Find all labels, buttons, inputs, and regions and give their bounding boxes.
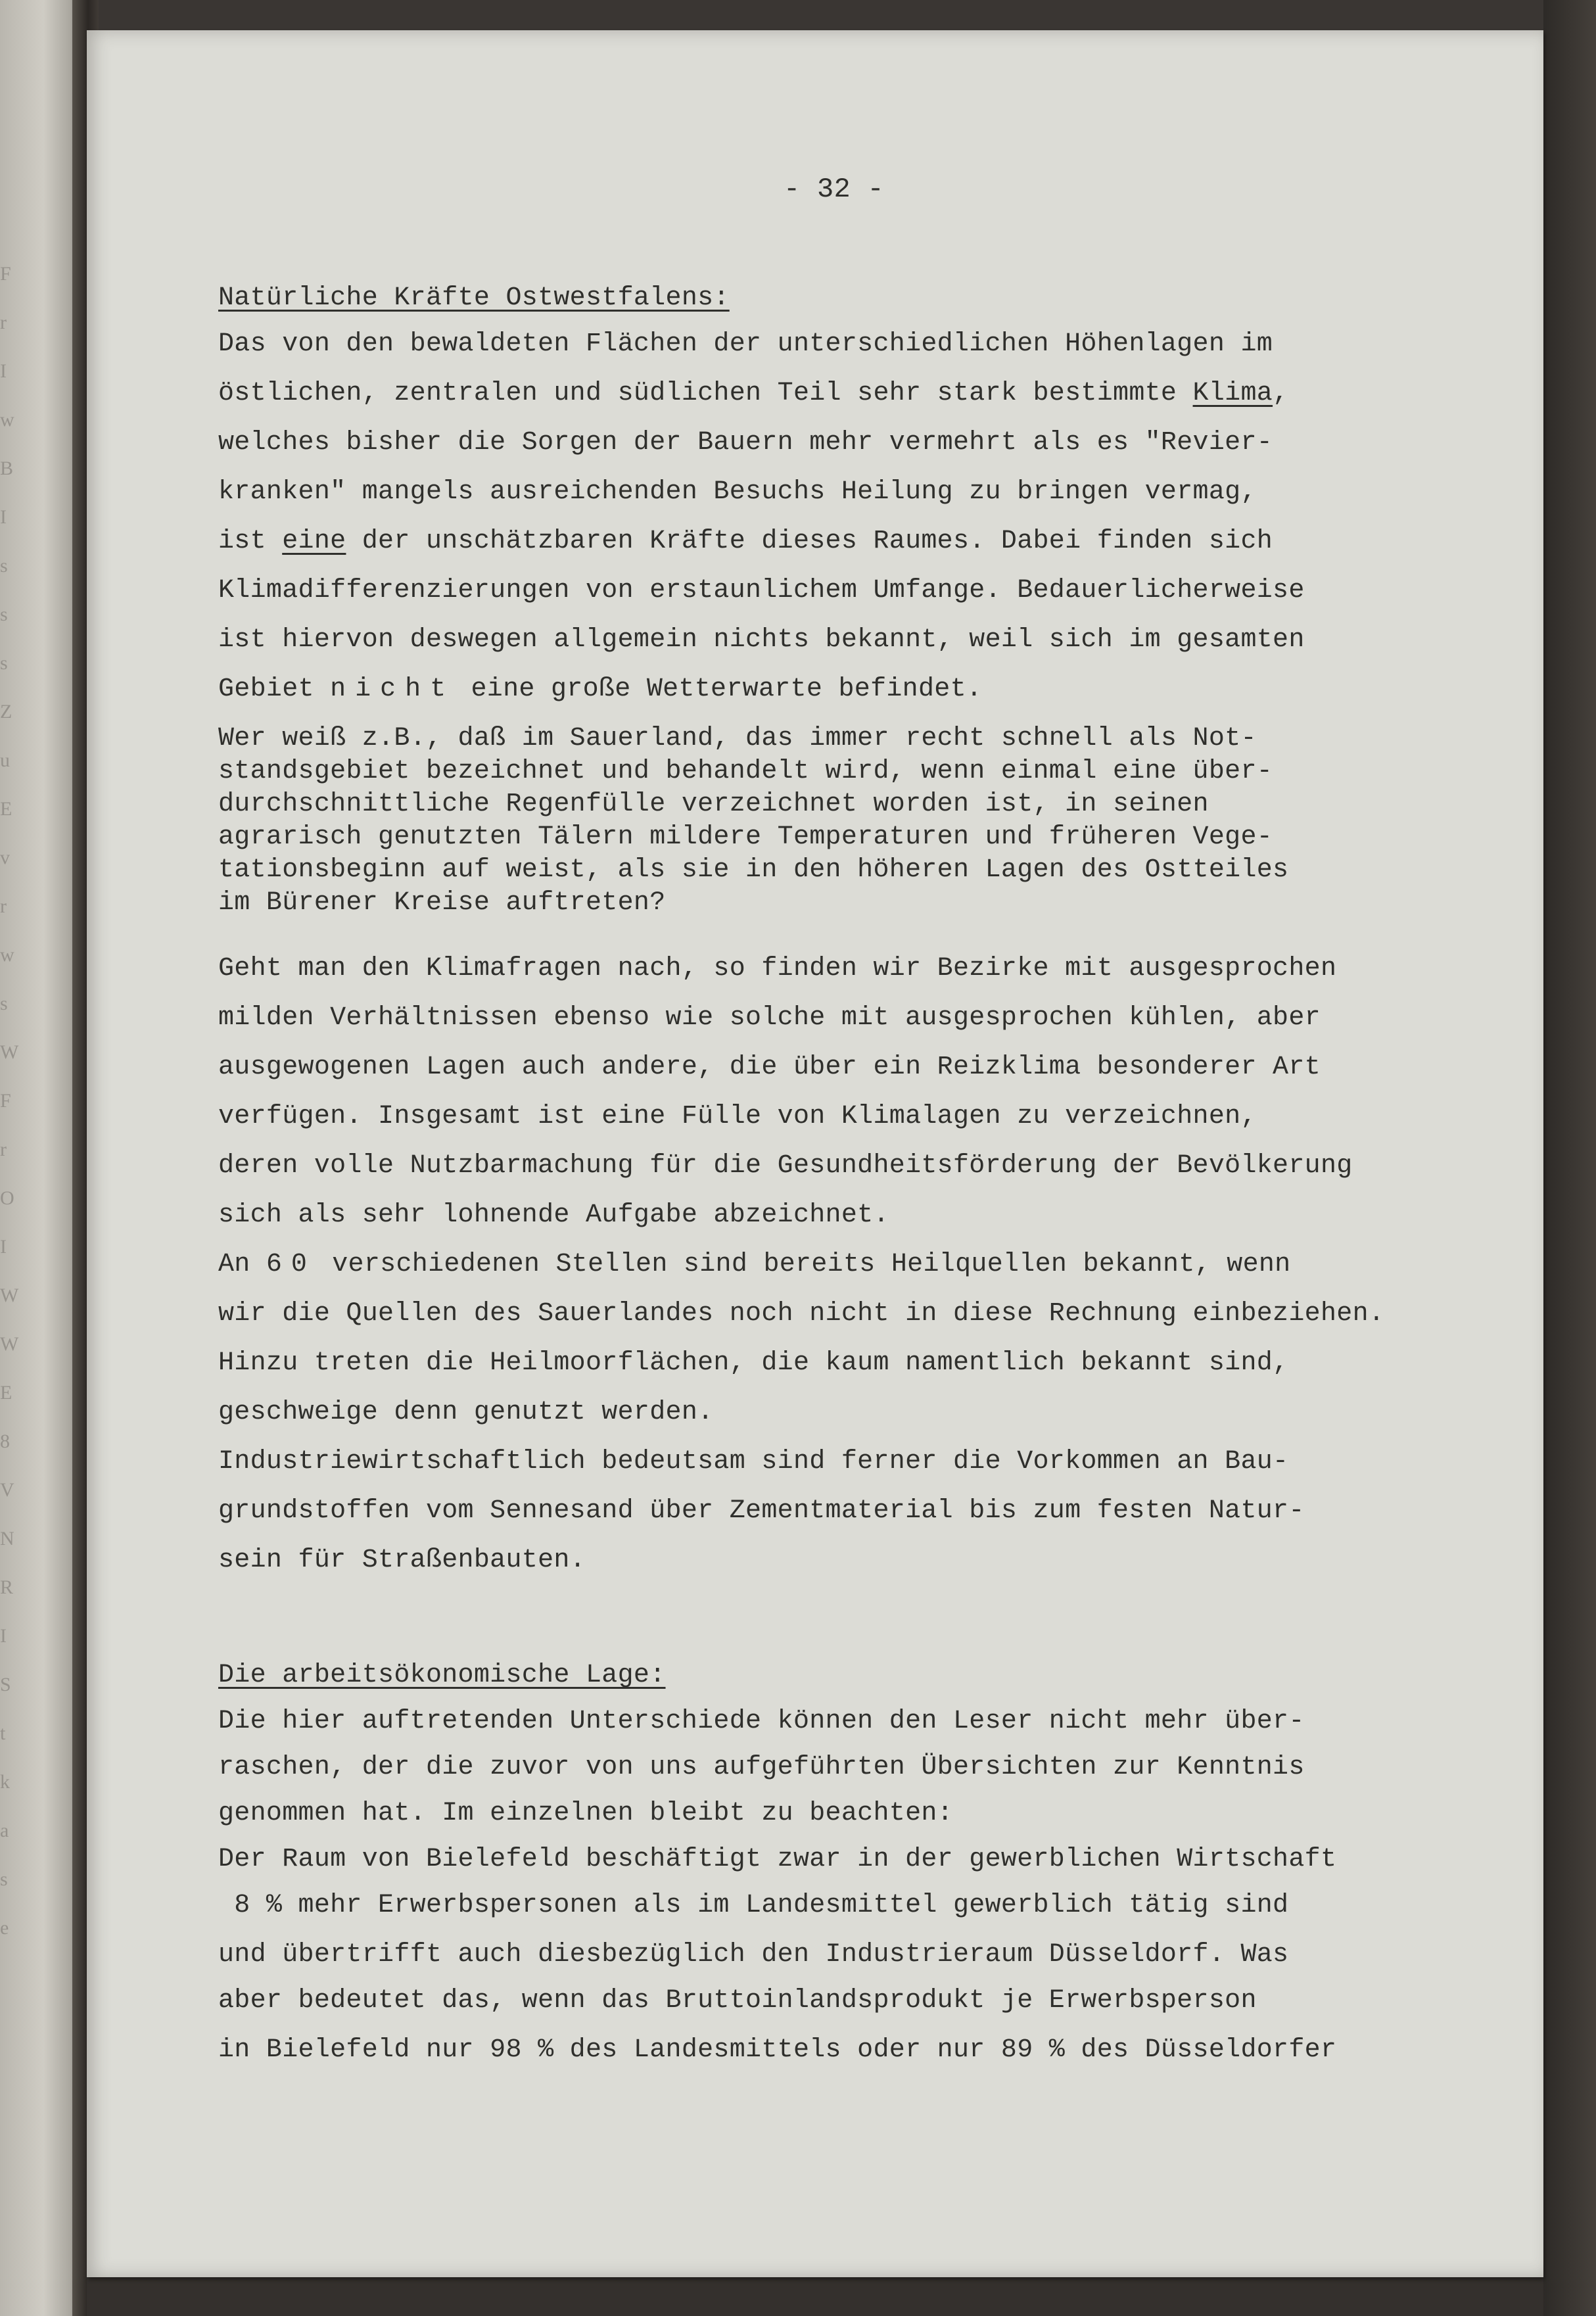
facing-page-letter: I [0,360,7,382]
facing-page-letter: w [0,944,14,966]
facing-page-letter: N [0,1528,14,1549]
text-line: in Bielefeld nur 98 % des Landesmittels oder nur 89 % des Düsseldorfer [218,2035,1337,2065]
facing-page-letter: w [0,409,14,431]
text-line: genommen hat. Im einzelnen bleibt zu beachten: [218,1799,953,1828]
text-line: ausgewogenen Lagen auch andere, die über ein Reizklima besonderer Art [218,1052,1321,1082]
spaced-word-nicht: nicht [330,674,456,704]
page-content [218,30,1507,2065]
background-right [1543,0,1596,2316]
facing-page-letter: k [0,1771,10,1793]
facing-page-letter: r [0,1139,7,1160]
text-line: Industriewirtschaftlich bedeutsam sind ferner die Vorkommen an Bau- [218,1447,1289,1477]
text-line: Gebiet nicht eine große Wetterwarte befindet. [218,674,983,704]
text-line: raschen, der die zuvor von uns aufgeführten Übersichten zur Kenntnis [218,1753,1305,1782]
text-line: wir die Quellen des Sauerlandes noch nicht in diese Rechnung einbeziehen. [218,1299,1385,1329]
facing-page-letter: v [0,847,10,868]
facing-page-letter: W [0,1285,19,1306]
facing-page-letter: r [0,895,7,917]
facing-page-letter: R [0,1576,14,1598]
text-line: ist hiervon deswegen allgemein nichts bekannt, weil sich im gesamten [218,625,1305,655]
text-line: Der Raum von Bielefeld beschäftigt zwar in der gewerblichen Wirtschaft [218,1845,1337,1874]
facing-page-edge [0,0,79,2316]
section-heading-labour-economics: Die arbeitsökonomische Lage: [218,1661,666,1690]
facing-page-letter: B [0,458,14,479]
underlined-word-klima: Klima [1192,379,1273,408]
facing-page-letter: E [0,1382,12,1404]
facing-page-letter: a [0,1820,9,1841]
text-line: Klimadifferenzierungen von erstaunlichem Umfange. Bedauerlicherweise [218,576,1305,605]
text-line: grundstoffen vom Sennesand über Zementmaterial bis zum festen Natur- [218,1496,1305,1526]
page-number: - 32 - [784,174,885,205]
facing-page-letter: 8 [0,1430,10,1452]
facing-page-letter: O [0,1187,14,1209]
background-bottom [87,2277,1543,2316]
text-line: An 60 verschiedenen Stellen sind bereits Heilquellen bekannt, wenn [218,1250,1291,1279]
facing-page-letter: I [0,506,7,528]
section-heading-natural-forces: Natürliche Kräfte Ostwestfalens: [218,283,730,313]
facing-page-letter: s [0,603,8,625]
text-line: agrarisch genutzten Tälern mildere Temperaturen und früheren Vege- [218,822,1273,852]
facing-page-letter: S [0,1674,11,1695]
text-line: sich als sehr lohnende Aufgabe abzeichnet. [218,1200,889,1230]
text-line: Wer weiß z.B., daß im Sauerland, das immer recht schnell als Not- [218,724,1257,753]
text-line: östlichen, zentralen und südlichen Teil sehr stark bestimmte Klima, [218,379,1289,408]
facing-page-letter: W [0,1333,19,1355]
facing-page-letter: E [0,798,12,820]
text-line: milden Verhältnissen ebenso wie solche mit ausgesprochen kühlen, aber [218,1003,1321,1033]
text-line: Das von den bewaldeten Flächen der unterschiedlichen Höhenlagen im [218,329,1273,359]
text-line: verfügen. Insgesamt ist eine Fülle von Klimalagen zu verzeichnen, [218,1102,1257,1131]
facing-page-letter: t [0,1722,6,1744]
facing-page-letter: F [0,1090,11,1112]
facing-page-letter: s [0,993,8,1014]
document-page [87,30,1543,2277]
facing-page-letter: r [0,312,7,333]
text-line: welches bisher die Sorgen der Bauern mehr vermehrt als es "Revier- [218,428,1273,458]
text-line: Geht man den Klimafragen nach, so finden wir Bezirke mit ausgesprochen [218,954,1337,983]
facing-page-letter: I [0,1236,7,1258]
facing-page-letter: e [0,1917,9,1939]
text-line: durchschnittliche Regenfülle verzeichnet worden ist, in seinen [218,790,1209,819]
text-line: aber bedeutet das, wenn das Bruttoinlandsprodukt je Erwerbsperson [218,1986,1257,2016]
text-line: deren volle Nutzbarmachung für die Gesundheitsförderung der Bevölkerung [218,1151,1353,1181]
text-line: geschweige denn genutzt werden. [218,1398,714,1427]
facing-page-letters [0,250,26,1952]
facing-page-letter: I [0,1625,7,1647]
facing-page-letter: s [0,555,8,577]
facing-page-letter: Z [0,701,12,722]
text-line: 8 % mehr Erwerbspersonen als im Landesmittel gewerblich tätig sind [218,1891,1289,1920]
underlined-word-eine: eine [282,527,346,556]
text-line: kranken" mangels ausreichenden Besuchs Heilung zu bringen vermag, [218,477,1257,507]
facing-page-letter: s [0,652,8,674]
text-line: standsgebiet bezeichnet und behandelt wird, wenn einmal eine über- [218,757,1273,786]
text-line: und übertrifft auch diesbezüglich den Industrieraum Düsseldorf. Was [218,1940,1289,1970]
facing-page-letter: s [0,1868,8,1890]
facing-page-letter: W [0,1041,19,1063]
facing-page-letter: F [0,263,11,285]
facing-page-letter: V [0,1479,14,1501]
text-line: tationsbeginn auf weist, als sie in den höheren Lagen des Ostteiles [218,855,1289,885]
text-line: Hinzu treten die Heilmoorflächen, die kaum namentlich bekannt sind, [218,1348,1289,1378]
spaced-number-60: 60 [266,1250,316,1279]
text-line: im Bürener Kreise auftreten? [218,888,666,918]
text-line: ist eine der unschätzbaren Kräfte dieses Raumes. Dabei finden sich [218,527,1273,556]
text-line: sein für Straßenbauten. [218,1546,586,1575]
text-line: Die hier auftretenden Unterschiede können den Leser nicht mehr über- [218,1707,1305,1736]
facing-page-letter: u [0,749,10,771]
